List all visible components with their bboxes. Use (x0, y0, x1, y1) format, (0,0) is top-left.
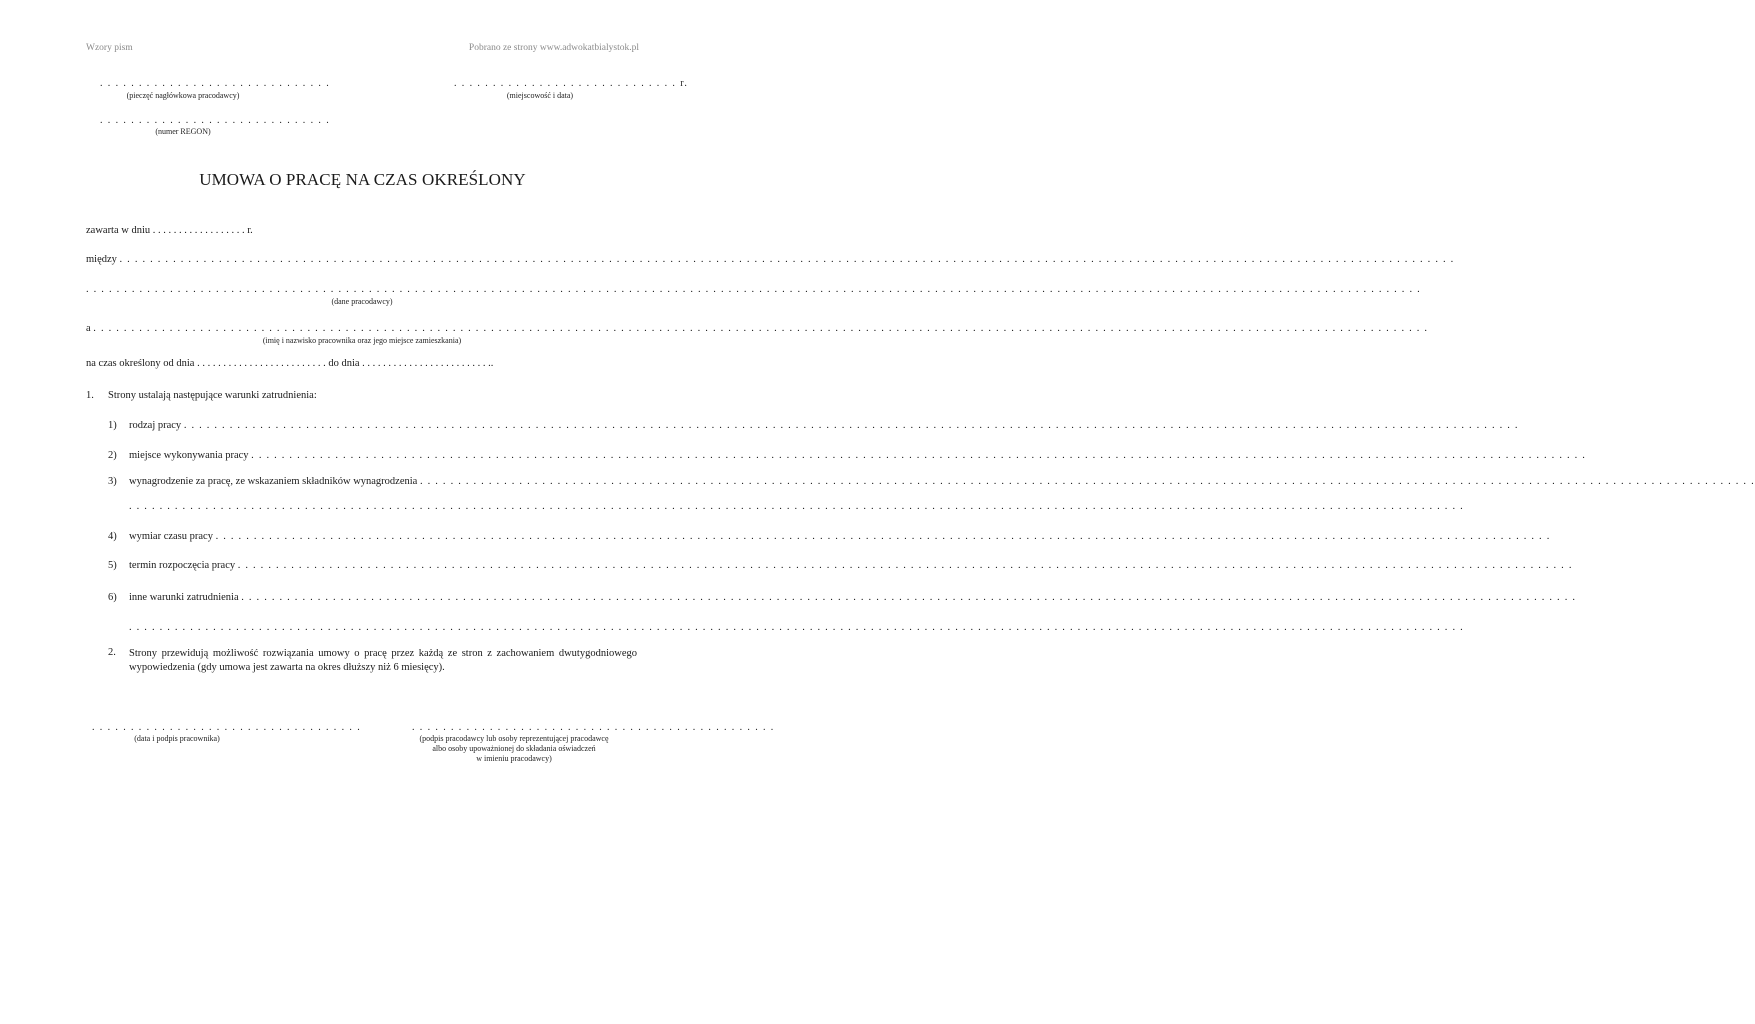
period-line (86, 358, 638, 369)
item-1-number: 1) (108, 420, 117, 431)
item-2-label: miejsce wykonywania pracy (129, 450, 249, 461)
concluded-on-text: zawarta w dniu . . . . . . . . . . . . . . . . . . r. (86, 225, 253, 236)
employer-signature-label-3: w imieniu pracodawcy) (476, 754, 552, 763)
employer-line (86, 284, 1421, 295)
paragraph-2-number: 2. (108, 647, 116, 658)
item-3-line (129, 476, 1755, 487)
paragraph-2-text: Strony przewidują możliwość rozwiązania umowy o pracę przez każdą ze stron z zachowaniem dwutygodniowego wypowiedzenia (gdy umowa jest zawarta na okres dłuższy niż 6 miesięcy). (129, 648, 637, 673)
stamp-label: (pieczęć nagłówkowa pracodawcy) (126, 91, 240, 100)
item-3-continuation (129, 501, 1464, 512)
item-3-fill: . . . . . . . . . . . . . . . . . . . . . . . . . . . . . . . . . . . . . . . . . . . . . . . . . . . . . . . . . . . . . . . . . . . . . . . . . . . . . . . . . . . . . . . . . . . . . . . . . . . . . . . . . . . . . . . . . . . . . . . . . . . . . . . . . . . . . . . . . . . . . . . . . . . . . . . . . . . . . . . . . . . . . . . . . . . . . . . (419, 476, 1755, 487)
between-fill: . . . . . . . . . . . . . . . . . . . . . . . . . . . . . . . . . . . . . . . . . . . . . . . . . . . . . . . . . . . . . . . . . . . . . . . . . . . . . . . . . . . . . . . . . . . . . . . . . . . . . . . . . . . . . . . . . . . . . . . . . . . . . . . . . . . . . . . . . . . . . . . . . . . . . . . . . . . . . . . . . . . . . . . . . . . . . . . (119, 254, 1455, 265)
period-text: na czas określony od dnia . . . . . . . . . . . . . . . . . . . . . . . . . do dnia . . . . . . . . . . . . . . . . . . . . . . . . .. (86, 358, 494, 369)
item-6-continuation-fill: . . . . . . . . . . . . . . . . . . . . . . . . . . . . . . . . . . . . . . . . . . . . . . . . . . . . . . . . . . . . . . . . . . . . . . . . . . . . . . . . . . . . . . . . . . . . . . . . . . . . . . . . . . . . . . . . . . . . . . . . . . . . . . . . . . . . . . . . . . . . . . . . . . . . . . . . . . . . . . . . . . . . . . . . . . . . . . . (129, 622, 1464, 633)
item-5-label: termin rozpoczęcia pracy (129, 560, 236, 571)
regon-label: (numer REGON) (155, 127, 211, 136)
document-title: UMOWA O PRACĘ NA CZAS OKREŚLONY (199, 170, 526, 189)
stamp-dots: . . . . . . . . . . . . . . . . . . . . . . . . . . . . . . (100, 78, 331, 89)
employer-signature-label-2: albo osoby upoważnionej do składania oświadczeń (432, 744, 596, 753)
item-3-number: 3) (108, 476, 117, 487)
regon-dots: . . . . . . . . . . . . . . . . . . . . . . . . . . . . . . (100, 115, 331, 126)
item-4-number: 4) (108, 531, 117, 542)
employer-label: (dane pracodawcy) (331, 297, 393, 306)
item-4-fill: . . . . . . . . . . . . . . . . . . . . . . . . . . . . . . . . . . . . . . . . . . . . . . . . . . . . . . . . . . . . . . . . . . . . . . . . . . . . . . . . . . . . . . . . . . . . . . . . . . . . . . . . . . . . . . . . . . . . . . . . . . . . . . . . . . . . . . . . . . . . . . . . . . . . . . . . . . . . . . . . . . . . . . . . . . . . . . . (215, 531, 1551, 542)
employee-signature-label: (data i podpis pracownika) (134, 734, 220, 743)
item-1-fill: . . . . . . . . . . . . . . . . . . . . . . . . . . . . . . . . . . . . . . . . . . . . . . . . . . . . . . . . . . . . . . . . . . . . . . . . . . . . . . . . . . . . . . . . . . . . . . . . . . . . . . . . . . . . . . . . . . . . . . . . . . . . . . . . . . . . . . . . . . . . . . . . . . . . . . . . . . . . . . . . . . . . . . . . . . . . . . . (183, 420, 1519, 431)
between-text: między (86, 254, 117, 265)
place-date-label: (miejscowość i data) (506, 91, 574, 100)
item-6-continuation (129, 622, 1464, 633)
item-2-fill: . . . . . . . . . . . . . . . . . . . . . . . . . . . . . . . . . . . . . . . . . . . . . . . . . . . . . . . . . . . . . . . . . . . . . . . . . . . . . . . . . . . . . . . . . . . . . . . . . . . . . . . . . . . . . . . . . . . . . . . . . . . . . . . . . . . . . . . . . . . . . . . . . . . . . . . . . . . . . . . . . . . . . . . . . . . . . . . (251, 450, 1587, 461)
item-2-number: 2) (108, 450, 117, 461)
paragraph-1-number: 1. (86, 390, 94, 401)
item-6-number: 6) (108, 592, 117, 603)
item-4-line (129, 531, 1551, 542)
item-1-label: rodzaj pracy (129, 420, 182, 431)
paragraph-1-text: Strony ustalają następujące warunki zatrudnienia: (108, 390, 317, 401)
employer-signature-label-1: (podpis pracodawcy lub osoby reprezentującej pracodawcę (419, 734, 609, 743)
employer-signature-dots: . . . . . . . . . . . . . . . . . . . . . . . . . . . . . . . . . . . . . . . . . . . . . . . (412, 722, 775, 733)
item-5-line (129, 560, 1573, 571)
header-left: Wzory pism (86, 43, 133, 53)
between-line (86, 254, 1455, 265)
item-5-number: 5) (108, 560, 117, 571)
item-5-fill: . . . . . . . . . . . . . . . . . . . . . . . . . . . . . . . . . . . . . . . . . . . . . . . . . . . . . . . . . . . . . . . . . . . . . . . . . . . . . . . . . . . . . . . . . . . . . . . . . . . . . . . . . . . . . . . . . . . . . . . . . . . . . . . . . . . . . . . . . . . . . . . . . . . . . . . . . . . . . . . . . . . . . . . . . . . . . . . (237, 560, 1573, 571)
item-6-line (129, 592, 1577, 603)
employee-signature-dots: . . . . . . . . . . . . . . . . . . . . . . . . . . . . . . . . . . . (92, 722, 362, 733)
employer-fill: . . . . . . . . . . . . . . . . . . . . . . . . . . . . . . . . . . . . . . . . . . . . . . . . . . . . . . . . . . . . . . . . . . . . . . . . . . . . . . . . . . . . . . . . . . . . . . . . . . . . . . . . . . . . . . . . . . . . . . . . . . . . . . . . . . . . . . . . . . . . . . . . . . . . . . . . . . . . . . . . . . . . . . . . . . . . . . . (86, 284, 1421, 295)
employee-label: (imię i nazwisko pracownika oraz jego miejsce zamieszkania) (262, 336, 462, 345)
item-4-label: wymiar czasu pracy (129, 531, 213, 542)
item-6-label: inne warunki zatrudnienia (129, 592, 239, 603)
header-right: Pobrano ze strony www.adwokatbialystok.pl (468, 43, 639, 53)
item-2-line (129, 450, 1587, 461)
item-3-continuation-fill: . . . . . . . . . . . . . . . . . . . . . . . . . . . . . . . . . . . . . . . . . . . . . . . . . . . . . . . . . . . . . . . . . . . . . . . . . . . . . . . . . . . . . . . . . . . . . . . . . . . . . . . . . . . . . . . . . . . . . . . . . . . . . . . . . . . . . . . . . . . . . . . . . . . . . . . . . . . . . . . . . . . . . . . . . . . . . . . (129, 501, 1464, 512)
concluded-on-line (86, 225, 638, 236)
and-text: a (86, 323, 91, 334)
item-3-label: wynagrodzenie za pracę, ze wskazaniem składników wynagrodzenia (129, 476, 418, 487)
place-date-dots: . . . . . . . . . . . . . . . . . . . . . . . . . . . . . r. (454, 78, 689, 89)
item-6-fill: . . . . . . . . . . . . . . . . . . . . . . . . . . . . . . . . . . . . . . . . . . . . . . . . . . . . . . . . . . . . . . . . . . . . . . . . . . . . . . . . . . . . . . . . . . . . . . . . . . . . . . . . . . . . . . . . . . . . . . . . . . . . . . . . . . . . . . . . . . . . . . . . . . . . . . . . . . . . . . . . . . . . . . . . . . . . . . . (241, 592, 1577, 603)
item-1-line (129, 420, 1519, 431)
employee-line (86, 323, 1429, 334)
employee-fill: . . . . . . . . . . . . . . . . . . . . . . . . . . . . . . . . . . . . . . . . . . . . . . . . . . . . . . . . . . . . . . . . . . . . . . . . . . . . . . . . . . . . . . . . . . . . . . . . . . . . . . . . . . . . . . . . . . . . . . . . . . . . . . . . . . . . . . . . . . . . . . . . . . . . . . . . . . . . . . . . . . . . . . . . . . . . . . . (93, 323, 1429, 334)
